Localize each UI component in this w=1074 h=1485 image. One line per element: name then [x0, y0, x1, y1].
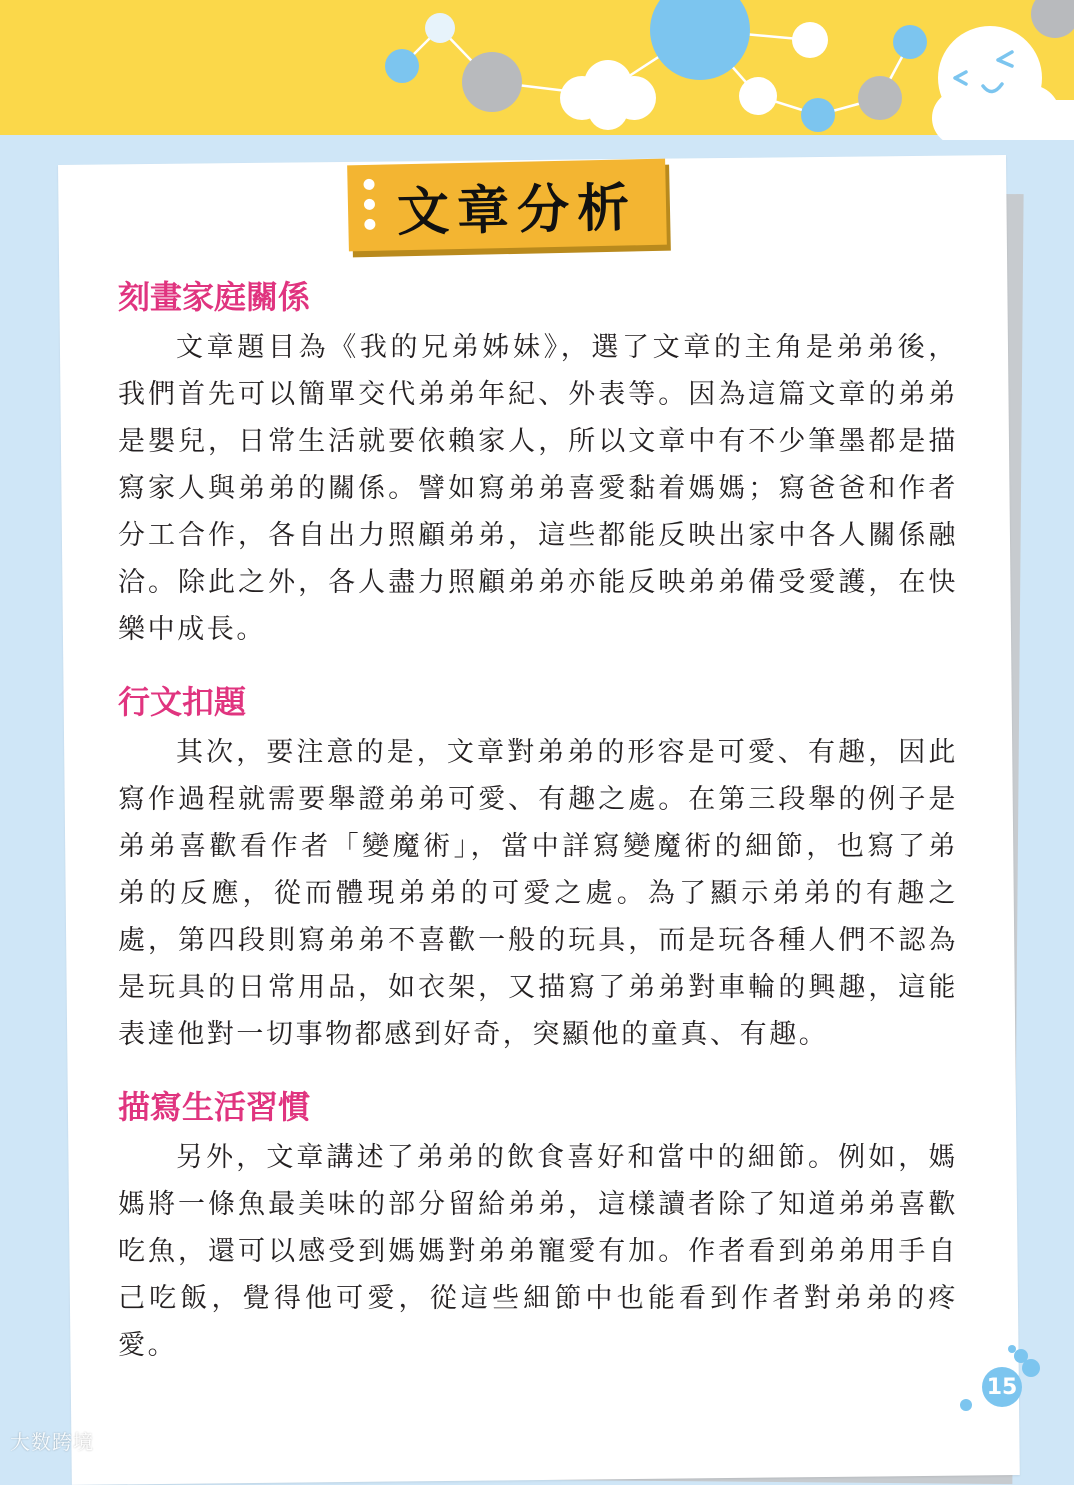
watermark-logo: [10, 1426, 94, 1455]
title-banner: [347, 159, 667, 252]
page-number: 15: [982, 1367, 1022, 1407]
page-number-badge: [960, 1345, 1050, 1415]
section-body-habits: 另外，文章講述了弟弟的飲食喜好和當中的細節。例如，媽媽將一條魚最美味的部分留給弟弟，這樣讀者除了知道弟弟喜歡吃魚，還可以感受到媽媽對弟弟寵愛有加。作者看到弟弟用手自己吃飯，覺得他可愛，從這些細節中也能看到作者對弟弟的疼愛。: [118, 1142, 958, 1361]
section-heading-habits: 描寫生活習慣: [118, 1088, 311, 1126]
section-heading-family: 刻畫家庭關係: [118, 278, 311, 316]
section-body-topic: 其次，要注意的是，文章對弟弟的形容是可愛、有趣，因此寫作過程就需要舉證弟弟可愛、有趣之處。在第三段舉的例子是弟弟喜歡看作者「變魔術」，當中詳寫變魔術的細節，也寫了弟弟的反應，從而體現弟弟的可愛之處。為了顯示弟弟的有趣之處，第四段則寫弟弟不喜歡一般的玩具，而是玩各種人們不認為是玩具的日常用品，如衣架，又描寫了弟弟對車輪的興趣，這能表達他對一切事物都感到好奇，突顯他的童真、有趣。: [118, 737, 958, 1050]
molecule-decoration: [0, 0, 1074, 140]
section-body-family: 文章題目為《我的兄弟姊妹》，選了文章的主角是弟弟後，我們首先可以簡單交代弟弟年紀、外表等。因為這篇文章的弟弟是嬰兒，日常生活就要依賴家人，所以文章中有不少筆墨都是描寫家人與弟弟的關係。譬如寫弟弟喜愛黏着媽媽；寫爸爸和作者分工合作，各自出力照顧弟弟，這些都能反映出家中各人關係融洽。除此之外，各人盡力照顧弟弟亦能反映弟弟備受愛護，在快樂中成長。: [118, 332, 958, 645]
section-heading-topic: 行文扣題: [118, 683, 247, 721]
bubble-decoration: [1008, 1345, 1016, 1353]
bubble-decoration: [1022, 1359, 1040, 1377]
title-dots-decoration: [363, 179, 375, 230]
bubble-decoration: [960, 1399, 972, 1411]
page-title: 文章分析: [396, 177, 638, 243]
watermark-text: 大数跨境: [10, 1430, 94, 1454]
article-analysis: [118, 270, 958, 1369]
